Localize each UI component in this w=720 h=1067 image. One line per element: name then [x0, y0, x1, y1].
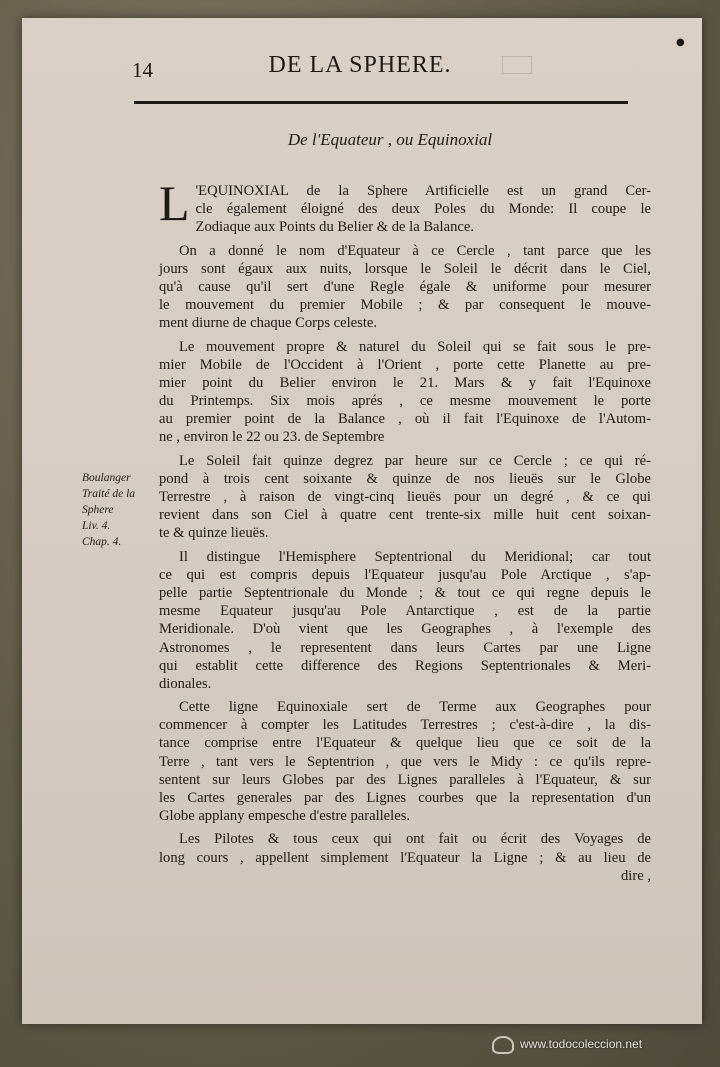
text-line: les Cartes generales par des Lignes courbes que la representation d'un: [159, 790, 651, 806]
watermark-text: www.todocoleccion.net: [520, 1037, 643, 1052]
text-line: ce qui est compris depuis l'Equateur jusqu'au Pole Arctique , s'ap-: [159, 566, 651, 583]
text-line: revient dans son Ciel à quatre cent trente-six mille huit cent soixan-: [159, 507, 651, 524]
text-line: au premier point de la Balance , où il fait l'Equinoxe de l'Autom-: [159, 411, 651, 428]
text-line: commencer à compter les Latitudes Terrestres ; c'est-à-dire , la dis-: [159, 717, 651, 734]
margin-note-line: Sphere: [82, 504, 114, 516]
text-line: Il distingue l'Hemisphere Septentrional du Meridional; car tout: [179, 548, 651, 565]
text-line: qui establit cette difference des Regions Septentrionales & Meri-: [159, 657, 651, 674]
text-line: Zodiaque aux Points du Belier & de la Balance.: [195, 219, 474, 236]
text-line: Cette ligne Equinoxiale sert de Terme aux Geographes pour: [179, 699, 651, 716]
margin-note-line: Liv. 4.: [82, 520, 111, 532]
text-line: mesme Equateur jusqu'au Pole Antarctique , est de la partie: [159, 603, 651, 620]
text-line: te & quinze lieuës.: [159, 525, 269, 542]
text-line: ment diurne de chaque Corps celeste.: [159, 315, 378, 332]
text-line: Terrestre , à raison de vingt-cinq lieuës pour un degré , & ce qui: [159, 489, 651, 505]
text-line: pond à trois cent soixante & quinze de nos lieuës sur le Globe: [159, 470, 651, 487]
catchword: dire ,: [621, 867, 651, 884]
text-line: Meridionale. D'où vient que les Geographes , à l'exemple des: [159, 621, 651, 638]
text-line: Les Pilotes & tous ceux qui ont fait ou écrit des Voyages de: [179, 831, 651, 848]
paragraph-2: [159, 242, 651, 333]
text-line: ne , environ le 22 ou 23. de Septembre: [159, 429, 385, 446]
text-line: le mouvement du premier Mobile ; & par consequent le mouve-: [159, 297, 651, 314]
stray-print-mark: [502, 56, 532, 74]
watermark: [492, 1036, 642, 1054]
text-line: pelle partie Septentrionale du Monde ; & tout ce qui regne depuis le: [159, 584, 651, 601]
text-line: Terre , tant vers le Septentrion , que vers le Midy : ce qu'ils repre-: [159, 753, 651, 770]
body-text: [159, 175, 651, 890]
text-line: tance comprise entre l'Equateur & quelque lieu que ce soit de la: [159, 735, 651, 752]
text-line: Astronomes , le representent dans leurs Cartes par une Ligne: [159, 639, 651, 656]
text-line: jours sont égaux aux nuits, lorsque le Soleil le décrit dans le Ciel,: [159, 260, 651, 277]
paragraph-1: [159, 175, 651, 237]
text-line: 'EQUINOXIAL de la Sphere Artificielle est un grand Cer-: [195, 183, 651, 199]
watermark-logo-icon: [492, 1036, 514, 1054]
margin-note-line: Chap. 4.: [82, 536, 122, 548]
text-line: Le Soleil fait quinze degrez par heure sur ce Cercle ; ce qui ré-: [179, 452, 651, 469]
text-line: long cours , appellent simplement l'Equateur la Ligne ; & au lieu de: [159, 849, 651, 866]
text-line: Globe applany empesche d'estre paralleles.: [159, 808, 411, 825]
page-number: 14: [132, 58, 153, 82]
text-line: cle également éloigné des deux Poles du Monde: Il coupe le: [195, 201, 651, 218]
text-line: du Printemps. Six mois aprés , ce mesme mouvement le porte: [159, 393, 651, 410]
margin-note-line: Boulanger: [82, 472, 131, 484]
text-line: dionales.: [159, 675, 212, 692]
text-line: Le mouvement propre & naturel du Soleil qui se fait sous le pre-: [179, 338, 651, 355]
corner-ink-dot: ●: [676, 37, 685, 48]
text-line: mier point du Belier environ le 21. Mars & y fait l'Equinoxe: [159, 374, 651, 391]
header-rule: [134, 101, 628, 104]
text-line: sentent sur leurs Globes par des Lignes paralleles à l'Equateur, & sur: [159, 771, 651, 788]
paragraph-3: [159, 338, 651, 447]
running-head: DE LA SPHERE.: [268, 52, 452, 78]
margin-note: [82, 470, 156, 550]
paragraph-7: [159, 830, 651, 885]
drop-cap: L: [159, 175, 190, 231]
margin-note-line: Traité de la: [82, 488, 136, 500]
section-title: De l'Equateur , ou Equinoxial: [287, 130, 493, 149]
paragraph-6: [159, 698, 651, 825]
text-line: On a donné le nom d'Equateur à ce Cercle , tant parce que les: [179, 242, 651, 259]
paragraph-5: [159, 548, 651, 694]
text-line: qu'à cause qu'il sert d'une Regle égale & uniforme pour mesurer: [159, 278, 651, 295]
paragraph-4: [159, 452, 651, 543]
text-line: mier Mobile de l'Occident à l'Orient , porte cette Planette au pre-: [159, 356, 651, 373]
